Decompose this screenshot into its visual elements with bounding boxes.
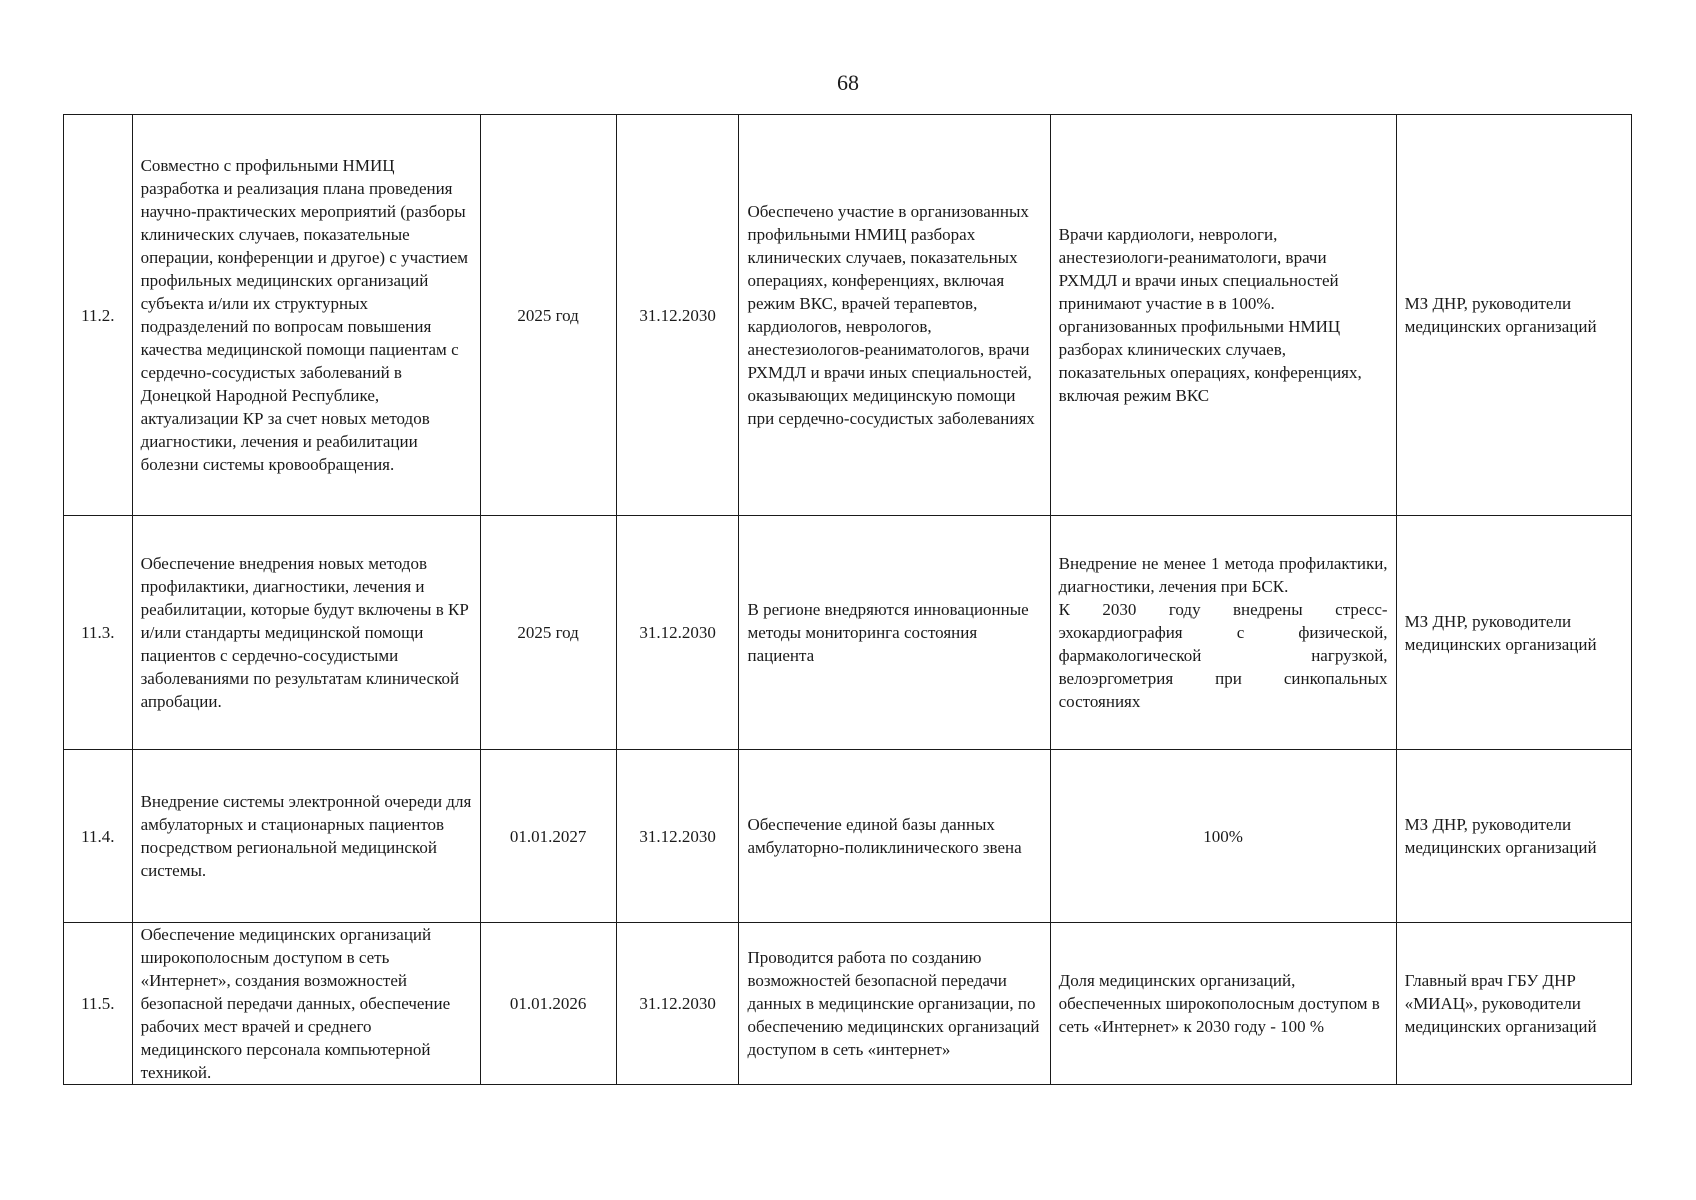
indicator-cell: 100%: [1050, 750, 1396, 923]
table-row: [64, 923, 1632, 1085]
page-number: 68: [837, 70, 859, 95]
item-number: 11.2.: [64, 115, 133, 516]
activity-cell: Обеспечение медицинских организаций широкополосным доступом в сеть «Интернет», создания возможностей безопасной передачи данных, обеспечение рабочих мест врачей и среднего медицинского персонала компьютерной техникой.: [132, 923, 480, 1085]
activity-cell: Совместно с профильными НМИЦ разработка и реализация плана проведения научно-практических мероприятий (разборы клинических случаев, показательные операции, конференции и другое) с участием профильных медицинских организаций субъекта и/или их структурных подразделений по вопросам повышения качества медицинской помощи пациентам с сердечно-сосудистых заболеваний в Донецкой Народной Республике, актуализации КР за счет новых методов диагностики, лечения и реабилитации болезни системы кровообращения.: [132, 115, 480, 516]
responsible-cell: МЗ ДНР, руководители медицинских организаций: [1396, 750, 1631, 923]
item-number: 11.4.: [64, 750, 133, 923]
start-date-cell: 2025 год: [480, 516, 616, 750]
responsible-cell: Главный врач ГБУ ДНР «МИАЦ», руководители медицинских организаций: [1396, 923, 1631, 1085]
end-date-cell: 31.12.2030: [616, 750, 739, 923]
result-cell: В регионе внедряются инновационные методы мониторинга состояния пациента: [739, 516, 1050, 750]
activity-cell: Внедрение системы электронной очереди для амбулаторных и стационарных пациентов посредством региональной медицинской системы.: [132, 750, 480, 923]
start-date-cell: 2025 год: [480, 115, 616, 516]
responsible-cell: МЗ ДНР, руководители медицинских организаций: [1396, 516, 1631, 750]
result-cell: Обеспечение единой базы данных амбулаторно-поликлинического звена: [739, 750, 1050, 923]
indicator-cell: Внедрение не менее 1 метода профилактики, диагностики, лечения при БСК. К 2030 году внедрены стресс-эхокардиография с физической, фармакологической нагрузкой, велоэргометрия при синкопальных состояниях: [1050, 516, 1396, 750]
start-date-cell: 01.01.2026: [480, 923, 616, 1085]
end-date-cell: 31.12.2030: [616, 923, 739, 1085]
table-row: [64, 750, 1632, 923]
result-cell: Проводится работа по созданию возможностей безопасной передачи данных в медицинские организации, по обеспечению медицинских организаций доступом в сеть «интернет»: [739, 923, 1050, 1085]
table-row: [64, 516, 1632, 750]
start-date-cell: 01.01.2027: [480, 750, 616, 923]
indicator-cell: Доля медицинских организаций, обеспеченных широкополосным доступом в сеть «Интернет» к 2030 году - 100 %: [1050, 923, 1396, 1085]
measures-table: [63, 114, 1632, 1085]
end-date-cell: 31.12.2030: [616, 115, 739, 516]
table-row: [64, 115, 1632, 516]
item-number: 11.3.: [64, 516, 133, 750]
responsible-cell: МЗ ДНР, руководители медицинских организаций: [1396, 115, 1631, 516]
item-number: 11.5.: [64, 923, 133, 1085]
activity-cell: Обеспечение внедрения новых методов профилактики, диагностики, лечения и реабилитации, которые будут включены в КР и/или стандарты медицинской помощи пациентов с сердечно-сосудистыми заболеваниями по результатам клинической апробации.: [132, 516, 480, 750]
end-date-cell: 31.12.2030: [616, 516, 739, 750]
indicator-cell: Врачи кардиологи, неврологи, анестезиологи-реаниматологи, врачи РХМДЛ и врачи иных специальностей принимают участие в в 100%. организованных профильными НМИЦ разборах клинических случаев, показательных операциях, конференциях, включая режим ВКС: [1050, 115, 1396, 516]
result-cell: Обеспечено участие в организованных профильными НМИЦ разборах клинических случаев, показательных операциях, конференциях, включая режим ВКС, врачей терапевтов, кардиологов, неврологов, анестезиологов-реаниматологов, врачи РХМДЛ и врачи иных специальностей, оказывающих медицинскую помощи при сердечно-сосудистых заболеваниях: [739, 115, 1050, 516]
